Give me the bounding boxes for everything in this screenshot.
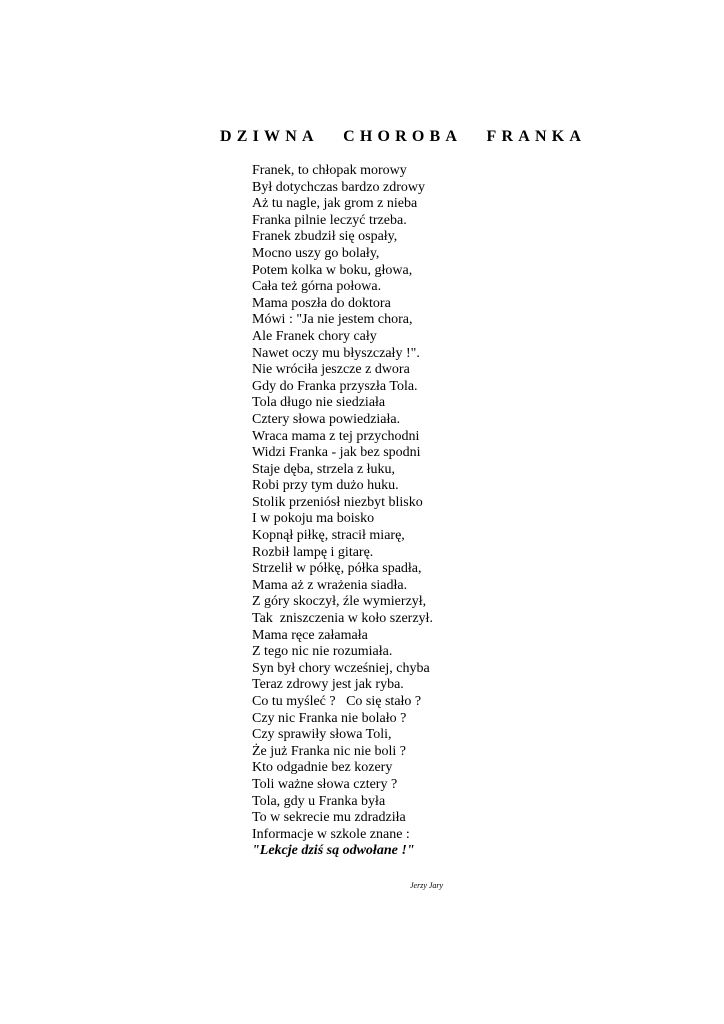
poem-line: Staje dęba, strzela z łuku, xyxy=(252,461,396,477)
poem-line: Mocno uszy go bolały, xyxy=(252,245,380,261)
poem-title: DZIWNA CHOROBA FRANKA xyxy=(220,128,587,145)
poem-line: Tola długo nie siedziała xyxy=(252,395,386,411)
poem-line: Informacje w szkole znane : xyxy=(252,826,410,842)
poem-line: Franek zbudził się ospały, xyxy=(252,229,398,245)
poem-line: Z tego nic nie rozumiała. xyxy=(252,644,393,660)
poem-line: Stolik przeniósł niezbyt blisko xyxy=(252,494,423,510)
poem-line: Kto odgadnie bez kozery xyxy=(252,760,393,776)
poem-line: Toli ważne słowa cztery ? xyxy=(252,776,398,792)
poem-line: Że już Franka nic nie boli ? xyxy=(252,743,406,759)
poem-line: Syn był chory wcześniej, chyba xyxy=(252,660,430,676)
poem-line: Strzelił w półkę, półka spadła, xyxy=(252,561,422,577)
poem-line: Wraca mama z tej przychodni xyxy=(252,428,420,444)
poem-line: Był dotychczas bardzo zdrowy xyxy=(252,179,425,195)
poem-line: Kopnął piłkę, stracił miarę, xyxy=(252,528,405,544)
poem-line: Cała też górna połowa. xyxy=(252,279,382,295)
poem-line: Franka pilnie leczyć trzeba. xyxy=(252,212,407,228)
poem-line: I w pokoju ma boisko xyxy=(252,511,375,527)
poem-line: Potem kolka w boku, głowa, xyxy=(252,262,413,278)
poem-line: Widzi Franka - jak bez spodni xyxy=(252,445,421,461)
poem-line: Mama ręce załamała xyxy=(252,627,368,643)
poem-line: Czy nic Franka nie bolało ? xyxy=(252,710,407,726)
poem-line: Rozbił lampę i gitarę. xyxy=(252,544,374,560)
poem-line: Z góry skoczył, źle wymierzył, xyxy=(252,594,427,610)
poem-line: Ale Franek chory cały xyxy=(252,328,377,344)
poem-line: Aż tu nagle, jak grom z nieba xyxy=(252,196,418,212)
poem-line: Teraz zdrowy jest jak ryba. xyxy=(252,677,404,693)
author-signature: Jerzy Jary xyxy=(410,881,444,890)
poem-body xyxy=(252,163,433,860)
poem-line: Nawet oczy mu błyszczały !". xyxy=(252,345,420,361)
poem-line: Mama poszła do doktora xyxy=(252,295,391,311)
poem-line: "Lekcje dziś są odwołane !" xyxy=(252,843,415,859)
poem-line: Mama aż z wrażenia siadła. xyxy=(252,577,408,593)
poem-line: Mówi : "Ja nie jestem chora, xyxy=(252,312,413,328)
poem-line: Robi przy tym dużo huku. xyxy=(252,478,399,494)
poem-line: To w sekrecie mu zdradziła xyxy=(252,810,406,826)
poem-line: Co tu myśleć ? Co się stało ? xyxy=(252,694,422,709)
poem-line: Czy sprawiły słowa Toli, xyxy=(252,727,392,743)
poem-line: Franek, to chłopak morowy xyxy=(252,163,407,178)
poem-line: Gdy do Franka przyszła Tola. xyxy=(252,378,418,394)
poem-line: Tak zniszczenia w koło szerzył. xyxy=(252,611,433,627)
poem-line: Nie wróciła jeszcze z dwora xyxy=(252,362,410,378)
poem-line: Tola, gdy u Franka była xyxy=(252,793,386,809)
poem-line: Cztery słowa powiedziała. xyxy=(252,411,401,427)
